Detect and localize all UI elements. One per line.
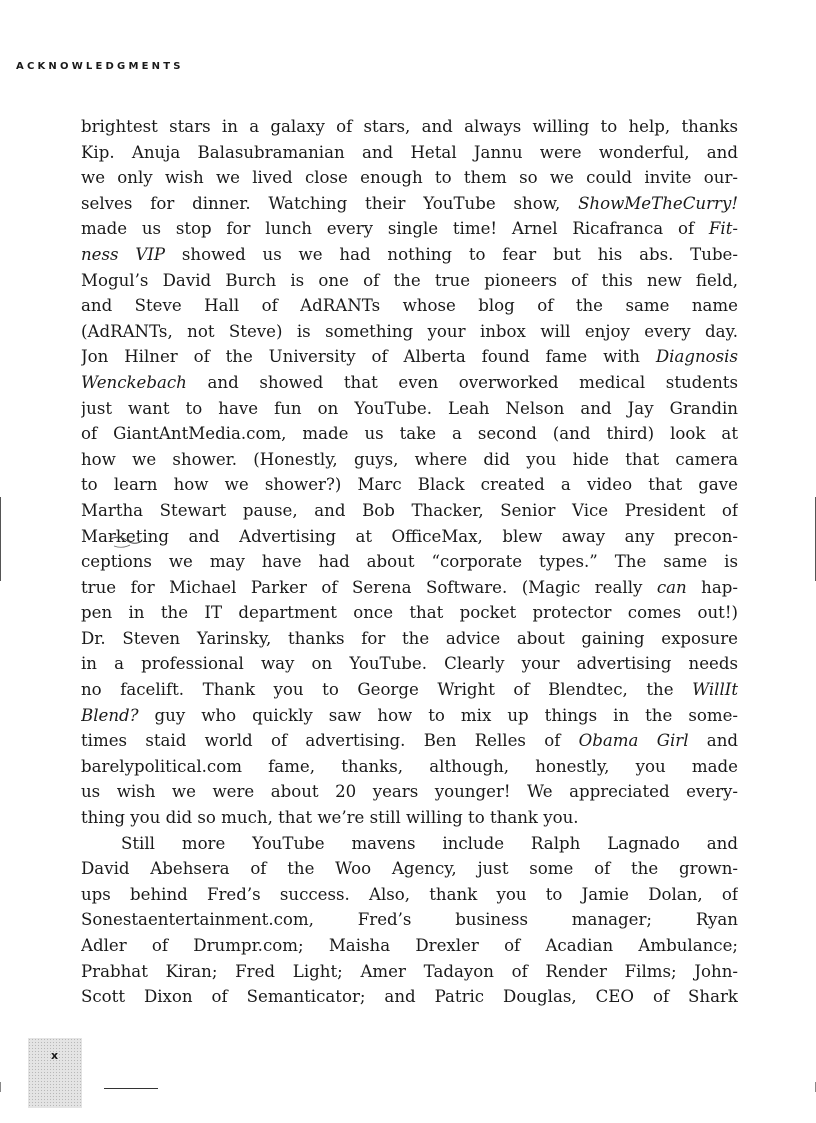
text-line: [81, 524, 738, 550]
text-line: [81, 651, 738, 677]
text-run: ceptions we may have had about “corporate types.” The same is: [81, 552, 738, 572]
text-run: to learn how we shower?) Marc Black created a video that gave: [81, 475, 738, 495]
text-line: [81, 779, 738, 805]
text-line: [81, 600, 738, 626]
text-line: [81, 165, 738, 191]
text-run: Dr. Steven Yarinsky, thanks for the advice about gaining exposure: [81, 628, 738, 648]
text-line: [81, 421, 738, 447]
text-run: Jon Hilner of the University of Alberta found fame with: [81, 347, 656, 367]
text-run: Sonestaentertainment.com, Fred’s business manager; Ryan: [81, 910, 738, 930]
text-line: [81, 293, 738, 319]
text-line: [81, 114, 738, 140]
text-line: [81, 549, 738, 575]
text-line: [81, 575, 738, 601]
text-line: [81, 396, 738, 422]
text-line: [81, 703, 738, 729]
text-line: [81, 856, 738, 882]
italic-title: Wenckebach: [81, 372, 187, 392]
text-run: we only wish we lived close enough to them so we could invite our-: [81, 168, 738, 188]
text-run: in a professional way on YouTube. Clearly your advertising needs: [81, 654, 738, 674]
text-run: Marketing and Advertising at OfficeMax, blew away any precon-: [81, 526, 738, 546]
text-line: [81, 754, 738, 780]
text-line: [81, 882, 738, 908]
text-run: barelypolitical.com fame, thanks, although, honestly, you made: [81, 756, 738, 776]
text-run: Mogul’s David Burch is one of the true pioneers of this new field,: [81, 270, 738, 290]
text-line: [81, 191, 738, 217]
text-line: [81, 907, 738, 933]
text-run: true for Michael Parker of Serena Software. (Magic really: [81, 577, 657, 597]
body-text: [81, 114, 738, 1010]
italic-title: ShowMeTheCurry!: [578, 193, 738, 213]
text-run: and Steve Hall of AdRANTs whose blog of the same name: [81, 296, 738, 316]
text-run: times staid world of advertising. Ben Relles of: [81, 731, 579, 751]
text-run: just want to have fun on YouTube. Leah Nelson and Jay Grandin: [81, 398, 738, 418]
italic-title: ness VIP: [81, 244, 166, 264]
text-line: [81, 370, 738, 396]
text-run: pen in the IT department once that pocket protector comes out!): [81, 603, 738, 623]
text-line: [81, 140, 738, 166]
text-run: and: [688, 731, 738, 751]
text-line: [81, 728, 738, 754]
text-line: [81, 959, 738, 985]
text-run: hap-: [686, 577, 738, 597]
text-run: David Abehsera of the Woo Agency, just some of the grown-: [81, 859, 738, 879]
text-line: [81, 984, 738, 1010]
italic-title: Diagnosis: [655, 347, 738, 367]
text-run: Still more YouTube mavens include Ralph Lagnado and: [121, 833, 738, 853]
text-run: how we shower. (Honestly, guys, where did you hide that camera: [81, 449, 738, 469]
text-line: [81, 344, 738, 370]
scan-artifact-mark: [108, 534, 144, 550]
text-run: of GiantAntMedia.com, made us take a second (and third) look at: [81, 424, 738, 444]
text-run: thing you did so much, that we’re still willing to thank you.: [81, 808, 579, 828]
text-line: [81, 677, 738, 703]
italic-title: can: [656, 577, 687, 597]
text-run: no facelift. Thank you to George Wright of Blendtec, the: [81, 680, 693, 700]
text-run: (AdRANTs, not Steve) is something your inbox will enjoy every day.: [81, 321, 738, 341]
text-run: Scott Dixon of Semanticator; and Patric Douglas, CEO of Shark: [81, 987, 738, 1007]
text-line: [81, 498, 738, 524]
text-run: us wish we were about 20 years younger! We appreciated every-: [81, 782, 738, 802]
text-run: and showed that even overworked medical students: [186, 372, 738, 392]
text-run: showed us we had nothing to fear but his abs. Tube-: [165, 244, 738, 264]
text-line: [81, 447, 738, 473]
text-line: [81, 805, 738, 831]
text-run: made us stop for lunch every single time! Arnel Ricafranca of: [81, 219, 709, 239]
italic-title: WillIt: [692, 680, 738, 700]
italic-title: Blend?: [81, 705, 139, 725]
italic-title: Obama Girl: [578, 731, 689, 751]
text-run: Kip. Anuja Balasubramanian and Hetal Jannu were wonderful, and: [81, 142, 738, 162]
text-run: selves for dinner. Watching their YouTube show,: [81, 193, 579, 213]
italic-title: Fit-: [708, 219, 738, 239]
text-run: Martha Stewart pause, and Bob Thacker, Senior Vice President of: [81, 500, 738, 520]
text-run: Prabhat Kiran; Fred Light; Amer Tadayon of Render Films; John-: [81, 961, 738, 981]
text-line: [81, 831, 738, 857]
text-line: [81, 626, 738, 652]
footer-rule: [104, 1088, 158, 1089]
text-line: [81, 242, 738, 268]
running-head: ACKNOWLEDGMENTS: [16, 61, 184, 72]
text-run: brightest stars in a galaxy of stars, and always willing to help, thanks: [81, 117, 738, 136]
text-line: [81, 268, 738, 294]
left-margin-mark: [0, 497, 1, 581]
text-line: [81, 933, 738, 959]
page-number: x: [51, 1049, 59, 1062]
text-run: guy who quickly saw how to mix up things in the some-: [138, 705, 738, 725]
left-corner-tick: [0, 1082, 1, 1092]
text-line: [81, 319, 738, 345]
text-run: Adler of Drumpr.com; Maisha Drexler of Acadian Ambulance;: [81, 936, 738, 955]
text-run: ups behind Fred’s success. Also, thank you to Jamie Dolan, of: [81, 884, 738, 904]
text-line: [81, 216, 738, 242]
text-line: [81, 472, 738, 498]
